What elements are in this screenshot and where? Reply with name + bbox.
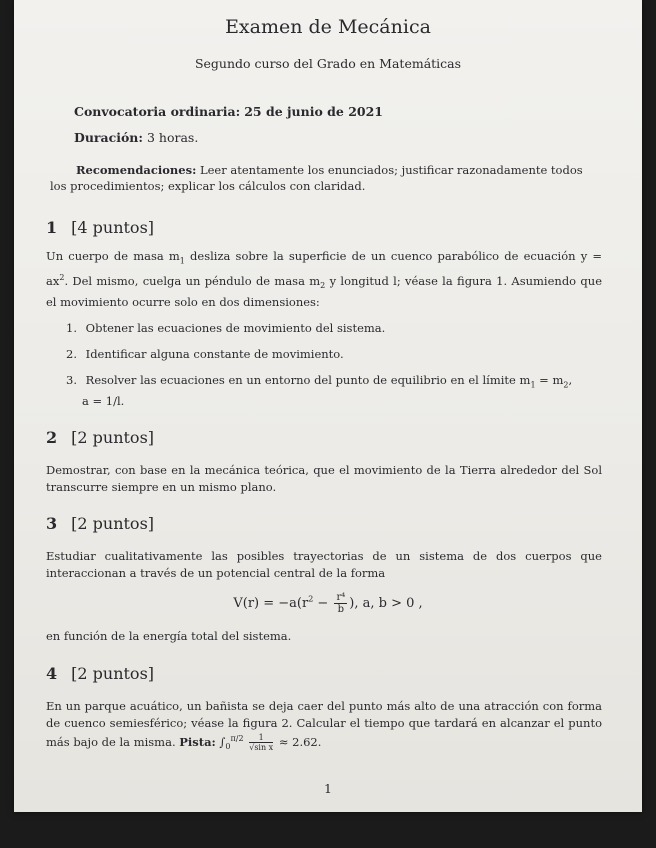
section-1-text: Un cuerpo de masa $m_1$ desliza sobre la superficie de un cuenco parabólico de ecuación $y = ax^2$. Del mismo, cuelga un péndulo de masa $m_2$ y longitud l; véase la figura 1. Asumiendo que el movimiento ocurre solo en dos dimensiones:	[46, 249, 602, 310]
fraction-numerator: 1	[249, 733, 273, 743]
page-number: 1	[324, 781, 332, 796]
section-2-heading	[46, 428, 154, 447]
hint-result: ≈ 2.62.	[278, 734, 322, 749]
section-3-text: Estudiar cualitativamente las posibles trayectorias de un sistema de dos cuerpos que interaccionan a través de un potencial central de la forma	[46, 549, 602, 580]
item-text: a = 1/l.	[82, 394, 125, 409]
fraction-numerator: r⁴	[336, 592, 346, 603]
duracion-value: 3 horas.	[147, 130, 199, 145]
exam-title: Examen de Mecánica	[225, 16, 431, 38]
section-points: [4 puntos]	[71, 218, 155, 237]
section-3-heading	[46, 514, 154, 533]
section-2-text: Demostrar, con base en la mecánica teórica, que el movimiento de la Tierra alrededor del Sol transcurre siempre en un mismo plano.	[46, 463, 602, 494]
formula-fragment: ), a, b > 0 ,	[349, 596, 423, 611]
section-number: 1	[46, 218, 58, 237]
text-fragment: . Del mismo, cuelga un péndulo de masa m	[64, 273, 321, 288]
section-4-text	[46, 698, 602, 756]
item-text: Resolver las ecuaciones en un entorno del punto de equilibrio en el límite m	[85, 373, 531, 387]
convocatoria-value: 25 de junio de 2021	[244, 104, 383, 119]
formula-fraction	[334, 592, 347, 615]
section-3-after: en función de la energía total del sistema.	[46, 629, 292, 643]
item-text: Identificar alguna constante de movimiento.	[85, 347, 344, 361]
section-number: 2	[46, 428, 58, 447]
section-points: [2 puntos]	[71, 664, 155, 683]
item-text: Obtener las ecuaciones de movimiento del sistema.	[85, 321, 386, 335]
formula-fragment: −	[313, 596, 333, 611]
section-points: [2 puntos]	[71, 514, 155, 533]
fraction-denominator: √sin x	[249, 743, 274, 753]
formula-fragment: V(r) = −a(r	[233, 596, 309, 611]
recomendaciones-text: Leer atentamente los enunciados; justificar razonadamente todos los procedimientos; explicar los cálculos con claridad.	[50, 163, 583, 193]
convocatoria-label: Convocatoria ordinaria:	[74, 104, 241, 119]
section-4-body: En un parque acuático, un bañista se deja caer del punto más alto de una atracción con forma de cuenco semiesférico; véase la figura 2. Calcular el tiempo que tardará en alcanzar el punto más bajo de la misma.	[46, 699, 602, 749]
hint-integral-sign: ∫	[219, 734, 226, 749]
fraction-denominator: b	[337, 604, 345, 615]
section-number: 4	[46, 664, 58, 683]
section-points: [2 puntos]	[71, 428, 155, 447]
section-1-item-1	[66, 320, 602, 336]
item-text: = m	[535, 373, 564, 387]
duracion-label: Duración:	[74, 130, 144, 145]
item-text: ,	[568, 373, 573, 387]
potential-formula: $V(r) = -a(r^2$ − $\frac{\text{r⁴}}{b}$ ), a, b > 0 ,	[233, 592, 423, 615]
section-1-item-3: 3. Resolver las ecuaciones en un entorno del punto de equilibrio en el límite $m_1 = m_2$, a = 1/l.	[66, 373, 573, 409]
exam-page	[14, 0, 642, 812]
section-1-heading	[46, 218, 154, 237]
hint-fraction	[249, 733, 273, 752]
text-fragment: y longitud l; véase la figura 1. Asumiendo que el movimiento ocurre solo en dos dimensiones:	[46, 273, 602, 310]
recomendaciones	[50, 162, 602, 194]
exam-subtitle: Segundo curso del Grado en Matemáticas	[194, 56, 462, 71]
recomendaciones-label: Recomendaciones:	[76, 163, 197, 177]
duracion-line	[74, 130, 198, 145]
text-fragment: Un cuerpo de masa m	[46, 249, 180, 263]
text-fragment: desliza sobre la superficie de un cuenco parabólico de ecuación y = ax	[46, 249, 602, 288]
item-number: 2.	[66, 347, 77, 361]
section-number: 3	[46, 514, 58, 533]
integral-upper-limit: π/2	[230, 734, 244, 743]
section-1-item-2	[66, 346, 602, 362]
hint-label: Pista:	[179, 734, 216, 749]
item-number: 1.	[66, 321, 77, 335]
convocatoria-line	[74, 104, 383, 119]
item-number: 3.	[66, 373, 77, 387]
integral-lower-limit: 0	[225, 742, 231, 752]
section-4-heading	[46, 664, 154, 683]
